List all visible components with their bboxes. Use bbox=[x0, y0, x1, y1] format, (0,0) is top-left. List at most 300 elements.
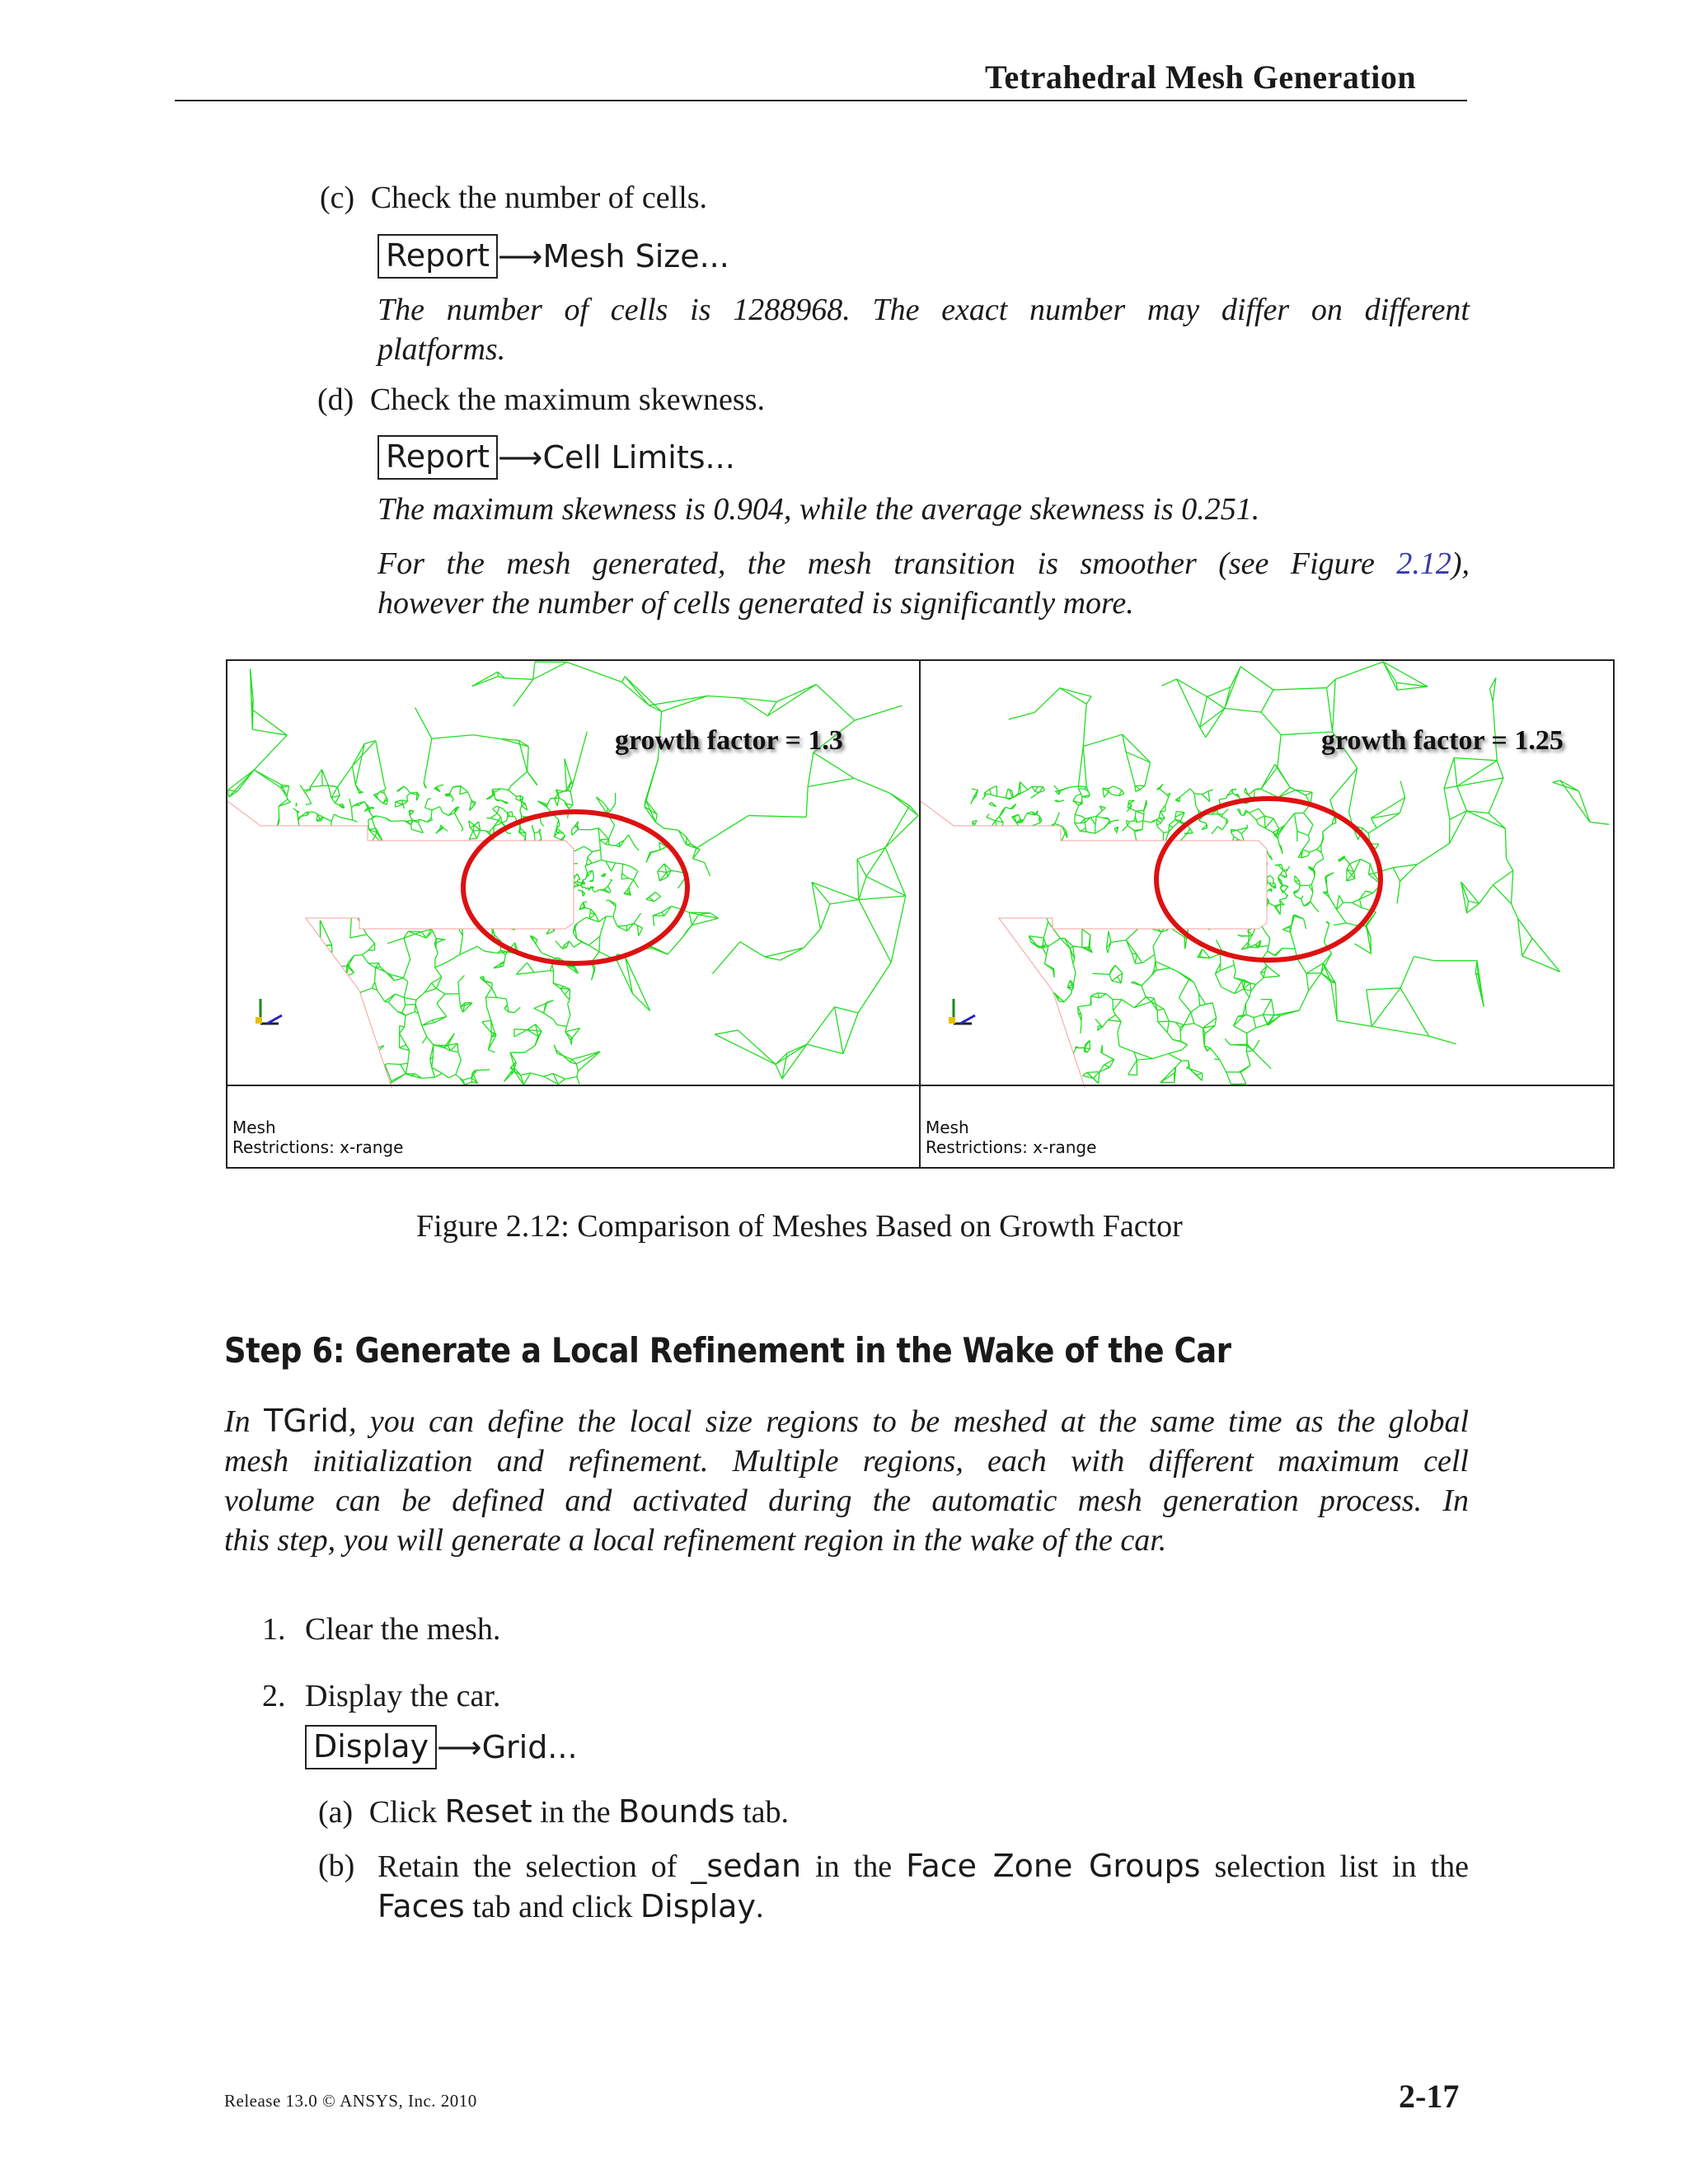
para-rest: , you can define the local size regions to be meshed at the same time as the global bbox=[349, 1404, 1470, 1439]
mesh-edge bbox=[574, 942, 582, 947]
mesh-edge bbox=[337, 766, 352, 786]
mesh-edge bbox=[890, 793, 918, 815]
mesh-edge bbox=[430, 1059, 432, 1067]
mesh-edge bbox=[1268, 946, 1269, 951]
mesh-edge bbox=[593, 870, 594, 877]
mesh-edge bbox=[1225, 667, 1240, 709]
mesh-edge bbox=[482, 1020, 491, 1022]
mesh-edge bbox=[1396, 682, 1397, 690]
mesh-edge bbox=[807, 1044, 843, 1053]
mesh-edge bbox=[420, 819, 427, 822]
mesh-edge bbox=[461, 786, 468, 792]
mesh-edge bbox=[578, 879, 580, 880]
mesh-edge bbox=[1339, 895, 1343, 902]
mesh-edge bbox=[1444, 757, 1454, 788]
mesh-edge bbox=[1522, 956, 1560, 972]
mesh-edge bbox=[410, 815, 412, 819]
mesh-edge bbox=[1090, 996, 1099, 998]
mesh-edge bbox=[996, 817, 1000, 821]
mesh-edge bbox=[1158, 1022, 1167, 1033]
mesh-edge bbox=[1344, 858, 1349, 864]
mesh-edge bbox=[471, 1077, 472, 1081]
mesh-edge bbox=[1493, 885, 1511, 904]
mesh-edge bbox=[404, 786, 407, 790]
mesh-edge bbox=[557, 1025, 567, 1027]
mesh-edge bbox=[433, 931, 436, 939]
mesh-edge bbox=[1284, 892, 1287, 895]
mesh-edge bbox=[542, 953, 555, 958]
mesh-edge bbox=[1256, 977, 1264, 984]
mesh-edge bbox=[1165, 797, 1169, 805]
mesh-edge bbox=[425, 799, 429, 808]
mesh-edge bbox=[335, 803, 339, 804]
mesh-edge bbox=[1217, 810, 1218, 814]
mesh-edge bbox=[1098, 993, 1106, 994]
cell-limits-menu-item[interactable]: Cell Limits... bbox=[542, 439, 735, 476]
mesh-edge bbox=[1058, 800, 1065, 802]
mesh-edge bbox=[1461, 882, 1469, 901]
mesh-edge bbox=[649, 696, 707, 705]
mesh-edge bbox=[1064, 994, 1071, 1002]
item-d-marker: (d) bbox=[317, 382, 354, 417]
mesh-edge bbox=[654, 897, 661, 902]
face-zone-groups-list[interactable]: Face Zone Groups bbox=[906, 1848, 1201, 1884]
mesh-edge bbox=[1233, 960, 1234, 965]
mesh-edge bbox=[1493, 870, 1512, 884]
mesh-edge bbox=[634, 913, 641, 923]
transition-note-line1 bbox=[377, 544, 1470, 583]
mesh-edge bbox=[492, 988, 497, 998]
mesh-edge bbox=[1145, 762, 1150, 785]
mesh-edge bbox=[610, 804, 615, 811]
mesh-edge bbox=[1023, 813, 1027, 821]
caption-divider-right bbox=[921, 1085, 1613, 1086]
mesh-edge bbox=[1308, 852, 1310, 855]
mesh-edge bbox=[473, 831, 477, 838]
mesh-edge bbox=[594, 890, 600, 893]
mesh-edge bbox=[1297, 958, 1306, 973]
mesh-edge bbox=[1376, 844, 1379, 849]
mesh-edge bbox=[411, 825, 412, 830]
mesh-edge bbox=[1220, 965, 1234, 971]
mesh-edge bbox=[1126, 752, 1150, 762]
mesh-edge bbox=[1037, 811, 1038, 815]
mesh-edge bbox=[628, 879, 633, 880]
menu-arrow-2: ⟶ bbox=[497, 439, 543, 476]
mesh-edge bbox=[765, 948, 804, 957]
mesh-edge bbox=[1073, 972, 1076, 984]
mesh-edge bbox=[533, 662, 535, 679]
mesh-edge bbox=[339, 804, 343, 805]
mesh-edge bbox=[418, 1014, 421, 1026]
mesh-edge bbox=[1212, 1003, 1217, 1018]
mesh-edge bbox=[1190, 789, 1194, 794]
mesh-edge bbox=[588, 851, 593, 857]
mesh-edge bbox=[1114, 786, 1122, 790]
bounds-tab[interactable]: Bounds bbox=[618, 1793, 735, 1830]
display-menu-button[interactable]: Display bbox=[305, 1725, 437, 1769]
mesh-edge bbox=[608, 825, 614, 839]
reset-button[interactable]: Reset bbox=[444, 1793, 532, 1830]
mesh-edge bbox=[891, 896, 906, 963]
mesh-edge bbox=[328, 785, 331, 798]
mesh-edge bbox=[1212, 827, 1218, 834]
report-menu-button-2[interactable]: Report bbox=[377, 435, 498, 480]
sub-item-a bbox=[318, 1793, 789, 1830]
mesh-edge bbox=[1321, 852, 1324, 859]
mesh-edge bbox=[776, 684, 816, 701]
mesh-edge bbox=[251, 710, 287, 735]
mesh-edge bbox=[1306, 963, 1323, 973]
mesh-edge bbox=[1111, 940, 1127, 943]
mesh-edge bbox=[1100, 994, 1106, 998]
mesh-edge bbox=[1278, 735, 1281, 767]
mesh-edge bbox=[493, 806, 497, 808]
mesh-edge bbox=[806, 787, 808, 818]
mesh-edge bbox=[435, 962, 448, 968]
mesh-edge bbox=[516, 972, 533, 974]
mesh-edge bbox=[1194, 794, 1196, 806]
mesh-edge bbox=[1261, 767, 1278, 790]
mesh-edge bbox=[458, 982, 459, 993]
mesh-edge bbox=[990, 785, 996, 789]
mesh-edge bbox=[514, 1030, 528, 1038]
mesh-edge bbox=[1135, 963, 1142, 964]
mesh-edge bbox=[437, 994, 445, 1003]
mesh-edge bbox=[1254, 1015, 1264, 1018]
transition-note bbox=[377, 544, 1470, 623]
mesh-edge bbox=[660, 846, 667, 850]
mesh-edge bbox=[1194, 982, 1199, 993]
mesh-edge bbox=[520, 810, 522, 816]
mesh-edge bbox=[1226, 796, 1227, 799]
mesh-edge bbox=[1169, 825, 1172, 827]
list-item-2-num: 2. bbox=[262, 1679, 286, 1713]
mesh-edge bbox=[504, 955, 505, 961]
mesh-edge bbox=[385, 785, 387, 788]
mesh-edge bbox=[370, 813, 373, 817]
b-text-4: tab and click bbox=[464, 1890, 640, 1924]
mesh-edge bbox=[1263, 999, 1271, 1015]
mesh-edge bbox=[687, 926, 692, 930]
mesh-edge bbox=[376, 741, 385, 785]
mesh-edge bbox=[606, 900, 608, 901]
mesh-edge bbox=[1245, 997, 1249, 1003]
mesh-edge bbox=[577, 917, 586, 923]
mesh-edge bbox=[696, 816, 749, 849]
mesh-edge bbox=[1191, 1012, 1194, 1024]
mesh-edge bbox=[655, 823, 663, 828]
mesh-edge bbox=[1372, 1026, 1428, 1036]
mesh-edge bbox=[1222, 809, 1228, 815]
display-button[interactable]: Display bbox=[640, 1888, 756, 1924]
mesh-edge bbox=[569, 805, 573, 809]
mesh-edge bbox=[653, 916, 654, 926]
mesh-edge bbox=[1130, 821, 1135, 822]
mesh-edge bbox=[1132, 953, 1135, 963]
mesh-edge bbox=[658, 864, 664, 871]
mesh-edge bbox=[997, 796, 1006, 798]
mesh-edge bbox=[776, 1044, 807, 1064]
mesh-edge bbox=[462, 829, 463, 831]
mesh-edge bbox=[820, 904, 830, 929]
mesh-edge bbox=[572, 829, 578, 835]
mesh-edge bbox=[477, 946, 485, 951]
mesh-edge bbox=[1225, 687, 1231, 709]
mesh-edge bbox=[588, 936, 599, 945]
grid-menu-item[interactable]: Grid... bbox=[481, 1729, 578, 1765]
mesh-edge bbox=[1136, 810, 1144, 811]
mesh-edge bbox=[456, 1075, 460, 1078]
mesh-edge bbox=[587, 857, 588, 865]
mesh-edge bbox=[534, 832, 540, 833]
mesh-edge bbox=[1532, 938, 1559, 972]
mesh-edge bbox=[1102, 1053, 1114, 1059]
mesh-edge bbox=[364, 802, 366, 804]
cells-note-line1: The number of cells is 1288968. The exact number may differ on different bbox=[377, 293, 1470, 327]
mesh-edge bbox=[609, 845, 617, 846]
mesh-edge bbox=[705, 863, 710, 876]
mesh-edge bbox=[649, 850, 660, 852]
mesh-edge bbox=[1130, 808, 1136, 811]
mesh-edge bbox=[1143, 821, 1151, 823]
mesh-edge bbox=[404, 997, 416, 1000]
mesh-edge bbox=[1329, 898, 1337, 910]
mesh-edge bbox=[613, 907, 616, 916]
mesh-edge bbox=[1222, 824, 1226, 830]
mesh-edge bbox=[314, 812, 317, 814]
mesh-edge bbox=[568, 1000, 570, 1004]
mesh-edge bbox=[1040, 821, 1042, 823]
mesh-edge bbox=[1261, 764, 1275, 789]
mesh-edge bbox=[1043, 922, 1048, 939]
mesh-edge bbox=[1104, 1065, 1110, 1067]
mesh-edge bbox=[461, 1007, 463, 1012]
mesh-size-menu-item[interactable]: Mesh Size... bbox=[542, 238, 729, 274]
mesh-edge bbox=[509, 786, 510, 790]
mesh-edge bbox=[1122, 1000, 1134, 1008]
mesh-edge bbox=[534, 1009, 544, 1013]
mesh-edge bbox=[1071, 991, 1072, 994]
mesh-edge bbox=[585, 887, 587, 888]
mesh-edge bbox=[1019, 814, 1020, 819]
a-text-3: tab. bbox=[734, 1795, 789, 1830]
mesh-edge bbox=[311, 770, 322, 787]
mesh-edge bbox=[588, 945, 599, 952]
mesh-edge bbox=[1076, 794, 1081, 795]
mesh-edge bbox=[528, 1024, 536, 1030]
mesh-edge bbox=[1302, 840, 1309, 850]
mesh-edge bbox=[1078, 1005, 1090, 1006]
b-text-1: Retain the selection of bbox=[377, 1849, 692, 1884]
footer-release: Release 13.0 © ANSYS, Inc. 2010 bbox=[224, 2091, 477, 2111]
mesh-edge bbox=[488, 1050, 495, 1052]
mesh-edge bbox=[492, 790, 493, 795]
mesh-edge bbox=[1128, 826, 1134, 831]
mesh-edge bbox=[1109, 792, 1112, 794]
mesh-edge bbox=[400, 1027, 405, 1033]
mesh-edge bbox=[377, 816, 386, 818]
mesh-edge bbox=[395, 804, 402, 807]
mesh-edge bbox=[830, 900, 859, 904]
header-rule bbox=[175, 100, 1467, 101]
mesh-edge bbox=[1234, 965, 1236, 972]
mesh-edge bbox=[662, 696, 708, 711]
mesh-edge bbox=[1264, 816, 1273, 818]
mesh-edge bbox=[1553, 780, 1560, 782]
mesh-edge bbox=[558, 1079, 565, 1084]
mesh-edge bbox=[422, 1037, 426, 1043]
mesh-edge bbox=[634, 880, 639, 888]
mesh-edge bbox=[1361, 859, 1371, 864]
mesh-edge bbox=[678, 830, 687, 837]
mesh-edge bbox=[1246, 1015, 1254, 1018]
mesh-edge bbox=[1112, 794, 1119, 796]
mesh-edge bbox=[482, 1022, 491, 1033]
mesh-edge bbox=[490, 797, 491, 798]
mesh-edge bbox=[506, 999, 507, 1005]
mesh-edge bbox=[354, 955, 363, 956]
mesh-panel-left bbox=[226, 659, 921, 1169]
mesh-edge bbox=[1281, 904, 1284, 905]
mesh-edge bbox=[534, 971, 550, 972]
mesh-edge bbox=[1265, 818, 1273, 828]
mesh-edge bbox=[1142, 821, 1143, 829]
tgrid-name: TGrid bbox=[264, 1403, 349, 1439]
mesh-edge bbox=[514, 1007, 520, 1012]
mesh-edge bbox=[1164, 1009, 1170, 1021]
mesh-edge bbox=[387, 1064, 401, 1065]
mesh-edge bbox=[599, 840, 605, 844]
mesh-edge bbox=[854, 778, 890, 793]
mesh-edge bbox=[1137, 821, 1143, 823]
mesh-edge bbox=[623, 864, 631, 866]
mesh-edge bbox=[767, 702, 776, 716]
mesh-edge bbox=[1176, 812, 1184, 813]
mesh-edge bbox=[1250, 813, 1256, 819]
mesh-edge bbox=[1143, 814, 1144, 821]
mesh-edge bbox=[607, 880, 612, 887]
mesh-edge bbox=[1349, 768, 1357, 812]
mesh-edge bbox=[808, 778, 854, 786]
mesh-edge bbox=[432, 807, 439, 810]
mesh-edge bbox=[1092, 973, 1109, 974]
mesh-edge bbox=[1220, 1060, 1226, 1072]
mesh-edge bbox=[439, 1007, 447, 1017]
mesh-edge bbox=[1197, 1073, 1203, 1075]
mesh-edge bbox=[1234, 1016, 1238, 1026]
mesh-edge bbox=[254, 770, 280, 788]
mesh-edge bbox=[1108, 1020, 1121, 1022]
mesh-edge bbox=[1265, 933, 1269, 939]
mesh-edge bbox=[626, 957, 650, 1010]
mesh-edge bbox=[470, 838, 477, 839]
mesh-edge bbox=[522, 804, 525, 806]
mesh-edge bbox=[1241, 815, 1244, 816]
step6-para-line2: mesh initialization and refinement. Multiple regions, each with different maximum cell bbox=[224, 1444, 1469, 1479]
mesh-edge bbox=[1242, 981, 1244, 989]
mesh-edge bbox=[1246, 1051, 1253, 1052]
mesh-edge bbox=[621, 874, 622, 879]
mesh-edge bbox=[1444, 789, 1450, 820]
growth-label-right: growth factor = 1.25 bbox=[1321, 725, 1564, 756]
mesh-edge bbox=[1104, 822, 1109, 828]
mesh-edge bbox=[458, 1052, 461, 1061]
mesh-edge bbox=[574, 876, 575, 879]
mesh-edge bbox=[415, 708, 432, 739]
mesh-edge bbox=[1158, 1021, 1170, 1022]
mesh-edge bbox=[1184, 1024, 1193, 1025]
mesh-edge bbox=[1337, 1020, 1372, 1026]
mesh-edge bbox=[499, 807, 502, 808]
mesh-edge bbox=[520, 806, 522, 810]
mesh-edge bbox=[368, 820, 369, 830]
figure-link[interactable]: 2.12 bbox=[1396, 546, 1451, 581]
mesh-edge bbox=[638, 926, 639, 936]
mesh-edge bbox=[600, 890, 605, 892]
mesh-edge bbox=[843, 1013, 858, 1054]
sedan-zone[interactable]: _sedan bbox=[691, 1848, 802, 1884]
mesh-edge bbox=[1060, 688, 1091, 696]
mesh-edge bbox=[1234, 972, 1236, 978]
mesh-edge bbox=[649, 705, 661, 711]
mesh-edge bbox=[497, 807, 499, 813]
mesh-edge bbox=[307, 797, 312, 804]
mesh-edge bbox=[437, 1003, 439, 1006]
mesh-edge bbox=[1020, 782, 1028, 790]
mesh-edge bbox=[377, 796, 378, 799]
mesh-edge bbox=[1153, 819, 1157, 821]
mesh-edge bbox=[1461, 882, 1479, 903]
mesh-edge bbox=[1321, 845, 1322, 853]
mesh-edge bbox=[435, 968, 442, 977]
faces-tab[interactable]: Faces bbox=[377, 1888, 465, 1924]
mesh-edge bbox=[1414, 957, 1434, 961]
mesh-edge bbox=[459, 822, 463, 829]
mesh-edge bbox=[1169, 1021, 1175, 1022]
mesh-edge bbox=[400, 1033, 406, 1045]
mesh-edge bbox=[1264, 816, 1265, 828]
mesh-edge bbox=[1260, 972, 1264, 977]
mesh-edge bbox=[1082, 797, 1088, 798]
mesh-edge bbox=[1187, 833, 1193, 834]
mesh-edge bbox=[1278, 787, 1290, 797]
mesh-edge bbox=[1168, 1053, 1181, 1061]
mesh-edge bbox=[551, 798, 559, 799]
mesh-edge bbox=[1324, 924, 1329, 942]
mesh-edge bbox=[337, 787, 340, 795]
mesh-edge bbox=[1096, 817, 1102, 818]
mesh-edge bbox=[1060, 688, 1086, 704]
mesh-edge bbox=[497, 813, 500, 818]
mesh-edge bbox=[1313, 863, 1316, 869]
mesh-edge bbox=[1207, 687, 1230, 697]
mesh-edge bbox=[1113, 1000, 1114, 1011]
mesh-edge bbox=[396, 994, 405, 997]
menu-arrow-3: ⟶ bbox=[437, 1729, 482, 1765]
mesh-edge bbox=[693, 859, 705, 863]
mesh-edge bbox=[635, 846, 639, 851]
mesh-edge bbox=[601, 850, 602, 860]
mesh-edge bbox=[1327, 679, 1336, 687]
mesh-edge bbox=[1282, 930, 1290, 932]
report-menu-button[interactable]: Report bbox=[377, 234, 498, 279]
mesh-edge bbox=[570, 941, 574, 947]
mesh-edge bbox=[487, 1007, 491, 1020]
mesh-edge bbox=[584, 846, 593, 851]
mesh-edge bbox=[1272, 877, 1274, 879]
mesh-edge bbox=[607, 886, 610, 890]
